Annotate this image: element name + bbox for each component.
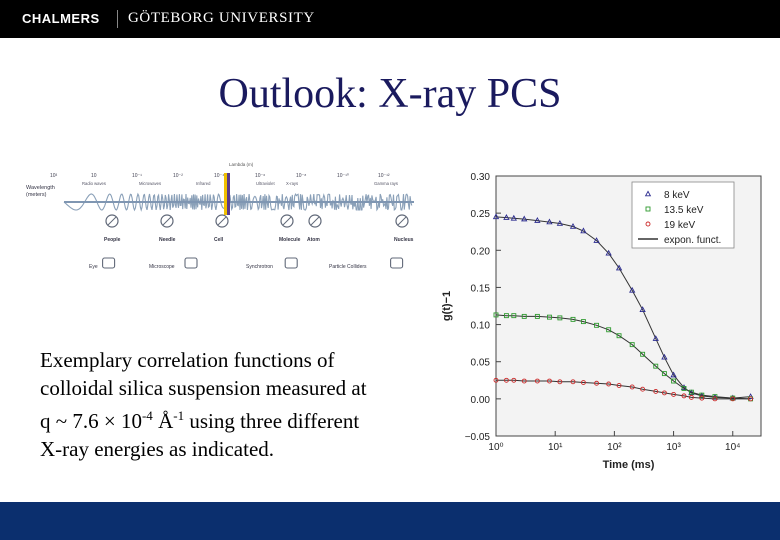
object-atom: [307, 215, 321, 243]
object-icon-stroke: [398, 217, 406, 225]
band-labels: [82, 181, 398, 186]
instrument-label: Eye: [89, 264, 98, 270]
legend-label: expon. funct.: [664, 235, 722, 246]
x-tick-label: 10³: [666, 442, 681, 453]
y-tick-label: −0.05: [464, 432, 490, 443]
object-label: Cell: [214, 237, 224, 243]
instrument-icon: [103, 258, 115, 268]
caption-line-3: [40, 402, 420, 435]
y-tick-label: 0.05: [470, 357, 490, 369]
exponent-label: 10: [91, 173, 97, 179]
slide-title: Outlook: X-ray PCS: [218, 71, 562, 117]
object-people: [104, 215, 121, 243]
visible-band-2: [227, 173, 230, 215]
instrument-eye: [89, 258, 115, 270]
goteborg-university-logo: GÖTEBORG UNIVERSITY: [128, 10, 315, 26]
legend-label: 8 keV: [664, 190, 690, 201]
em-spectrum-figure: [24, 155, 416, 285]
x-tick-label: 10¹: [547, 442, 563, 453]
instrument-particle-colliders: [329, 258, 403, 270]
legend-label: 13.5 keV: [664, 205, 704, 216]
y-tick-label: 0.00: [470, 394, 490, 406]
wavelength-unit: (meters): [26, 192, 47, 198]
object-label: Molecule: [279, 237, 301, 243]
x-tick-label: 10⁴: [725, 442, 741, 453]
band-label: X-rays: [286, 181, 299, 186]
legend-label: 19 keV: [664, 220, 696, 231]
object-label: Nucleus: [394, 237, 414, 243]
wavelength-label: Wavelength: [26, 185, 55, 191]
x-tick-label: 10⁰: [488, 442, 504, 453]
object-icons: [104, 215, 414, 243]
figure-caption: [40, 346, 420, 463]
exponent-label: 10⁻¹²: [378, 173, 390, 179]
caption-line-3-b: Å: [152, 409, 174, 433]
caption-line-2: colloidal silica suspension measured at: [40, 376, 367, 400]
legend: [632, 182, 734, 248]
instrument-label: Particle Colliders: [329, 264, 367, 270]
exponent-label: 10⁻¹: [132, 173, 142, 179]
exponent-labels: [50, 173, 390, 179]
object-label: People: [104, 237, 121, 243]
object-icon-stroke: [108, 217, 116, 225]
object-label: Needle: [159, 237, 176, 243]
instrument-microscope: [149, 258, 197, 270]
bottom-bar: [0, 502, 780, 540]
chalmers-logo: CHALMERS: [22, 11, 100, 26]
instrument-synchrotron: [246, 258, 297, 270]
x-axis-label: Time (ms): [602, 459, 655, 471]
object-icon-stroke: [218, 217, 226, 225]
exponent-label: 10⁻⁸: [296, 173, 307, 179]
y-tick-label: 0.25: [470, 209, 490, 221]
object-label: Atom: [307, 237, 320, 243]
instrument-icons: [89, 258, 403, 270]
object-icon-stroke: [283, 217, 291, 225]
object-molecule: [279, 215, 301, 243]
instrument-icon: [391, 258, 403, 268]
exponent-label: 10⁻²: [173, 173, 183, 179]
object-icon-stroke: [311, 217, 319, 225]
caption-exp-1: -4: [141, 408, 153, 423]
instrument-icon: [185, 258, 197, 268]
caption-line-3-a: q ~ 7.6 × 10: [40, 409, 142, 433]
object-icon-stroke: [163, 217, 171, 225]
y-tick-label: 0.30: [470, 172, 490, 183]
logo-divider: [117, 10, 118, 28]
top-bar: [0, 0, 780, 38]
band-label: Radio waves: [82, 181, 106, 186]
object-needle: [159, 215, 176, 243]
band-label: Ultraviolet: [256, 181, 275, 186]
caption-line-3-c: using three different: [184, 409, 360, 433]
y-tick-label: 0.15: [470, 283, 490, 295]
y-tick-label: 0.20: [470, 246, 490, 258]
band-label: Infrared: [196, 181, 211, 186]
y-axis-label: g(t)−1: [441, 290, 453, 322]
object-cell: [214, 215, 228, 243]
visible-band: [224, 173, 227, 215]
band-label: Gamma rays: [374, 181, 398, 186]
caption-line-4: X-ray energies as indicated.: [40, 437, 275, 461]
exponent-label: 10³: [50, 173, 58, 179]
exponent-label: 10⁻⁶: [255, 173, 266, 179]
instrument-label: Microscope: [149, 264, 175, 270]
exponent-label: 10⁻⁴: [214, 173, 225, 179]
band-label: Microwaves: [139, 181, 162, 186]
instrument-icon: [285, 258, 297, 268]
y-tick-label: 0.10: [470, 320, 490, 332]
exponent-label: 10⁻¹⁰: [337, 173, 349, 179]
caption-exp-2: -1: [173, 408, 185, 423]
spectrum-top-label: Lambda (m): [229, 162, 254, 167]
object-nucleus: [394, 215, 414, 243]
caption-line-1: Exemplary correlation functions of: [40, 348, 335, 372]
instrument-label: Synchrotron: [246, 264, 273, 270]
correlation-chart: [436, 160, 772, 480]
x-tick-label: 10²: [607, 442, 622, 453]
